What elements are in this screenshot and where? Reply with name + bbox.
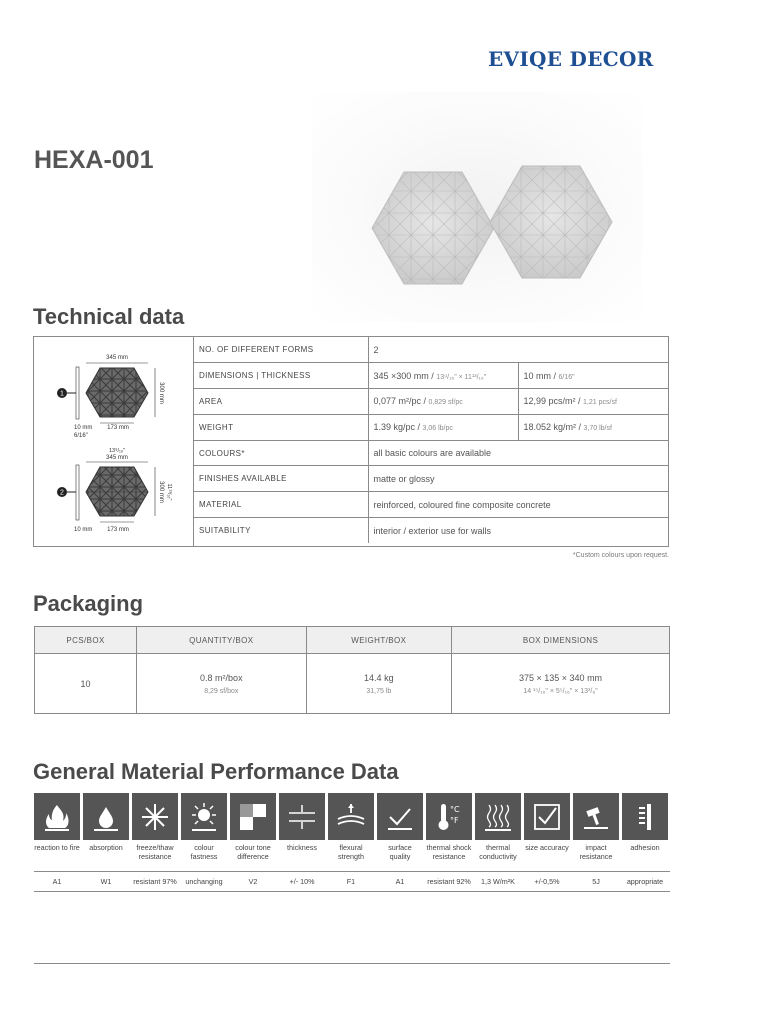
column-header: WEIGHT/BOX xyxy=(306,627,452,654)
perf-label: colour fastness xyxy=(190,843,218,861)
row-label: COLOURS* xyxy=(194,440,368,466)
fire-icon xyxy=(34,793,80,840)
perf-value: +/- 10% xyxy=(289,877,315,886)
row-value: 2 xyxy=(368,337,668,363)
svg-text:°F: °F xyxy=(450,815,459,825)
performance-panel xyxy=(34,793,670,892)
top-tile-side: 173 mm xyxy=(107,425,129,431)
table-row xyxy=(194,414,668,440)
row-value: matte or glossy xyxy=(368,466,668,492)
heat-waves-icon xyxy=(475,793,521,840)
bottom-tile-thickness: 10 mm xyxy=(74,527,93,533)
row-value-secondary: 18.052 kg/m² / 3,70 lb/sf xyxy=(518,414,668,440)
performance-icons xyxy=(34,793,670,840)
perf-label: flexural strength xyxy=(338,843,364,861)
table-cell: 0.8 m²/box 8,29 sf/box xyxy=(137,654,306,714)
bottom-divider xyxy=(34,963,670,964)
table-row xyxy=(194,363,668,389)
technical-data-table xyxy=(194,337,668,543)
row-label: DIMENSIONS | THICKNESS xyxy=(194,363,368,389)
technical-data-panel xyxy=(33,336,669,547)
table-row xyxy=(194,518,668,544)
bottom-tile-width: 345 mm xyxy=(106,455,128,461)
table-cell: 375 × 135 × 340 mm 14 ¹⁵/₁₆" × 5⁵/₁₆" × 13³/₈" xyxy=(452,654,670,714)
row-value: 1.39 kg/pc / 3,06 lb/pc xyxy=(368,414,518,440)
packaging-heading: Packaging xyxy=(33,591,144,616)
table-cell: 10 xyxy=(35,654,137,714)
bottom-tile-side: 173 mm xyxy=(107,527,129,533)
bottom-tile-width-inches: 13⁹/₁₆" xyxy=(108,448,126,454)
thermometer-icon xyxy=(426,793,472,840)
perf-label: colour tone difference xyxy=(235,843,271,861)
table-row xyxy=(35,654,670,714)
perf-value: resistant 97% xyxy=(133,877,177,886)
perf-value: appropriate xyxy=(626,877,664,886)
technical-data-heading: Technical data xyxy=(33,304,185,329)
tile-drawing xyxy=(34,337,194,546)
row-value: reinforced, coloured fine composite concrete xyxy=(368,492,668,518)
table-row xyxy=(194,389,668,415)
sun-icon xyxy=(181,793,227,840)
perf-value: F1 xyxy=(346,877,356,886)
product-title: HEXA-001 xyxy=(34,146,154,174)
colour-tone-icon xyxy=(230,793,276,840)
row-value: all basic colours are available xyxy=(368,440,668,466)
brand-logo: EVIQE DECOR xyxy=(488,47,654,71)
perf-value: A1 xyxy=(395,877,405,886)
row-label: WEIGHT xyxy=(194,414,368,440)
perf-label: size accuracy xyxy=(525,843,569,852)
perf-label: surface quality xyxy=(388,843,412,861)
row-label: SUITABILITY xyxy=(194,518,368,544)
top-tile-thickness: 10 mm xyxy=(74,425,93,431)
performance-values xyxy=(34,871,670,892)
row-label: AREA xyxy=(194,389,368,415)
perf-value: 5J xyxy=(592,877,600,886)
performance-heading: General Material Performance Data xyxy=(33,759,399,784)
checkmark-icon xyxy=(377,793,423,840)
table-cell: 14.4 kg 31,75 lb xyxy=(306,654,452,714)
table-row xyxy=(194,337,668,363)
hammer-icon xyxy=(573,793,619,840)
adhesion-icon xyxy=(622,793,668,840)
performance-labels xyxy=(34,843,670,861)
top-tile-width: 345 mm xyxy=(106,355,128,361)
table-header-row xyxy=(35,627,670,654)
column-header: BOX DIMENSIONS xyxy=(452,627,670,654)
bottom-tile-number: 2 xyxy=(60,489,64,497)
custom-colours-footnote: *Custom colours upon request. xyxy=(572,552,669,559)
bottom-tile-height: 300 mm xyxy=(158,481,164,503)
perf-label: freeze/thaw resistance xyxy=(136,843,174,861)
size-accuracy-icon xyxy=(524,793,570,840)
row-label: NO. OF DIFFERENT FORMS xyxy=(194,337,368,363)
table-row xyxy=(194,466,668,492)
perf-value: V2 xyxy=(248,877,258,886)
perf-label: absorption xyxy=(89,843,123,852)
perf-value: unchanging xyxy=(185,877,223,886)
thickness-icon xyxy=(279,793,325,840)
tile-dimension-diagram xyxy=(34,337,194,546)
perf-value: A1 xyxy=(52,877,62,886)
product-image xyxy=(312,92,642,322)
table-row xyxy=(194,440,668,466)
row-label: FINISHES AVAILABLE xyxy=(194,466,368,492)
water-drop-icon xyxy=(83,793,129,840)
bottom-tile-height-inches: 11¹³/₁₆" xyxy=(166,483,172,501)
column-header: QUANTITY/BOX xyxy=(137,627,306,654)
perf-value: +/-0,5% xyxy=(534,877,560,886)
row-value: 0,077 m²/pc / 0,829 sf/pc xyxy=(368,389,518,415)
row-value: 345 ×300 mm / 13⁹/₁₆" × 11¹³/₁₆" xyxy=(368,363,518,389)
top-tile-height: 300 mm xyxy=(158,382,164,404)
perf-label: reaction to fire xyxy=(34,843,80,852)
perf-label: adhesion xyxy=(630,843,660,852)
perf-label: thermal shock resistance xyxy=(426,843,472,861)
top-tile-number: 1 xyxy=(60,390,64,398)
packaging-table xyxy=(34,626,670,714)
flexural-icon xyxy=(328,793,374,840)
snowflake-icon xyxy=(132,793,178,840)
table-row xyxy=(194,492,668,518)
svg-text:°C: °C xyxy=(450,804,460,814)
perf-value: 1,3 W/m²K xyxy=(481,877,515,886)
perf-label: impact resistance xyxy=(579,843,613,861)
row-value: interior / exterior use for walls xyxy=(373,525,492,536)
row-value-secondary: 10 mm / 6/16" xyxy=(518,363,668,389)
top-tile-thickness-inches: 6/16" xyxy=(74,433,88,439)
column-header: PCS/BOX xyxy=(35,627,137,654)
perf-value: W1 xyxy=(100,877,112,886)
row-value-secondary: 12,99 pcs/m² / 1,21 pcs/sf xyxy=(518,389,668,415)
perf-label: thermal conductivity xyxy=(479,843,517,861)
perf-label: thickness xyxy=(287,843,317,852)
perf-value: resistant 92% xyxy=(427,877,471,886)
row-label: MATERIAL xyxy=(194,492,368,518)
